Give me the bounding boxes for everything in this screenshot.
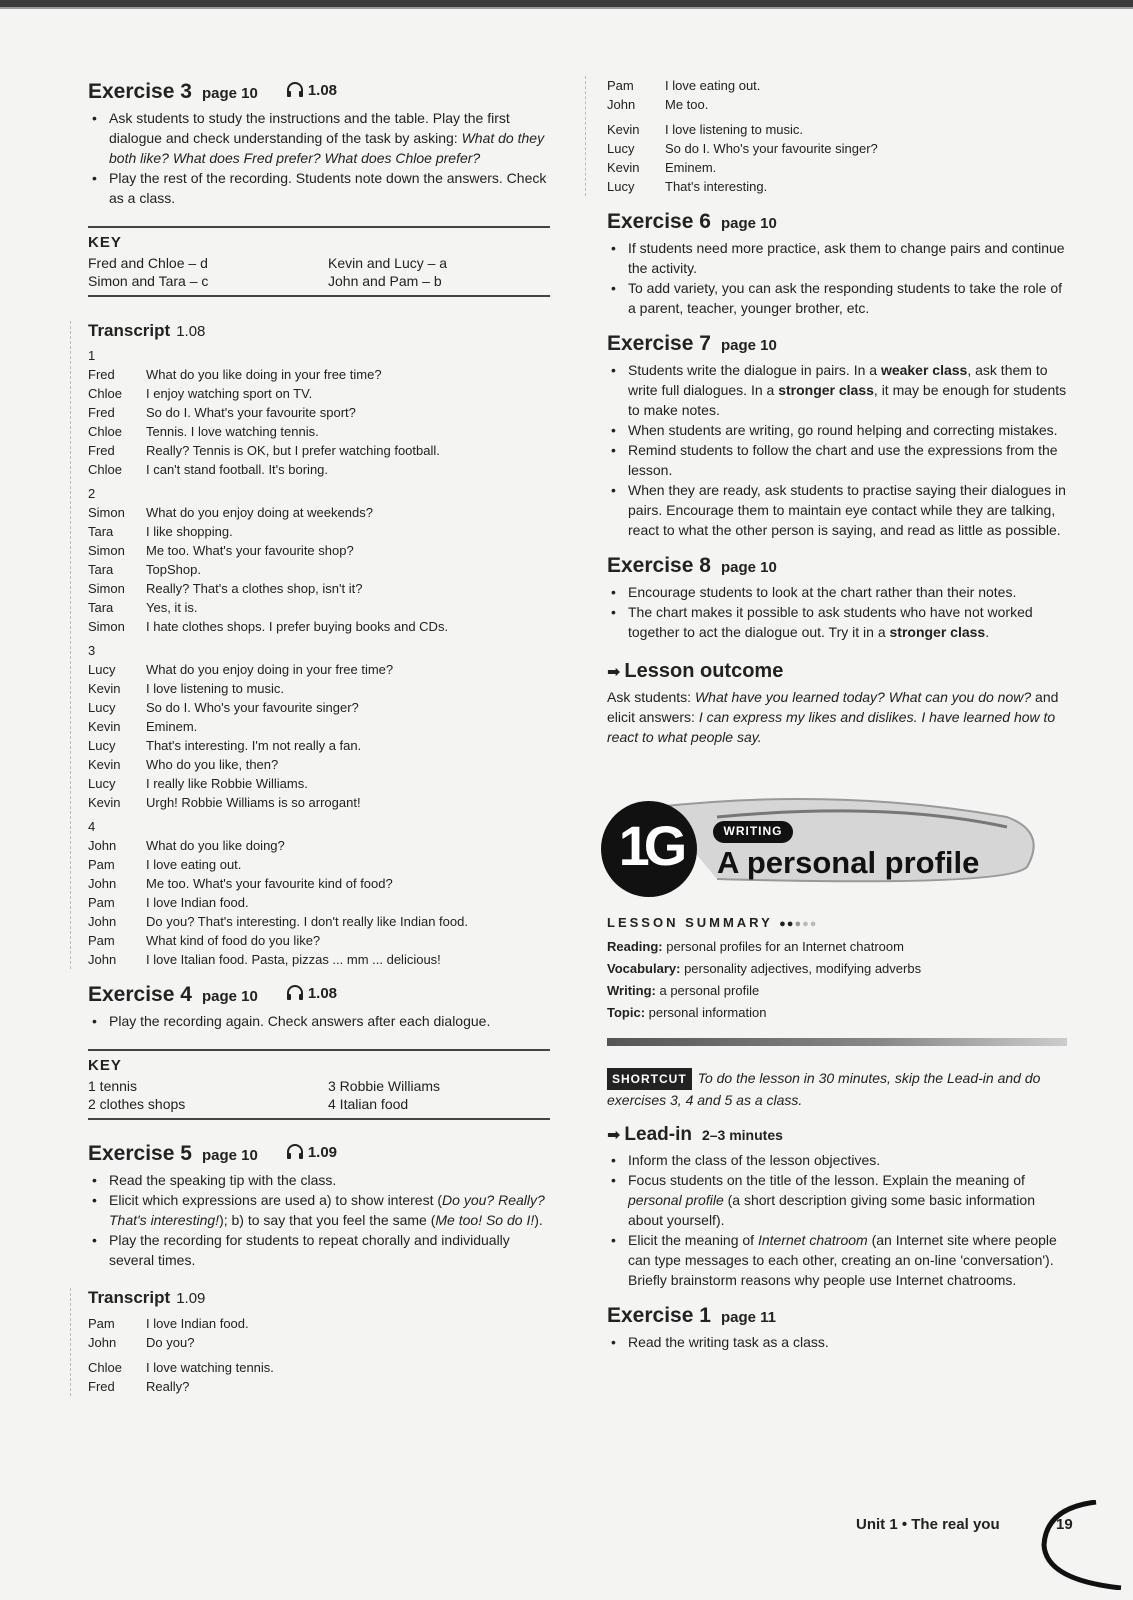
speaker: Kevin: [88, 757, 121, 772]
line-text: Tennis. I love watching tennis.: [146, 424, 319, 439]
dialogue-line: [88, 836, 550, 855]
transcript-continued: [585, 76, 1067, 196]
line-text: What do you enjoy doing at weekends?: [146, 505, 373, 520]
dialogue-line: [88, 460, 550, 479]
leadin-title: Lead-in: [624, 1124, 692, 1145]
headphones-icon: [286, 985, 304, 1001]
key-item: 4 Italian food: [328, 1096, 409, 1112]
summary-line: Vocabulary: personality adjectives, modifying adverbs: [607, 961, 922, 976]
dialogue-number: 1: [88, 348, 96, 363]
dialogue-line: [88, 931, 550, 950]
dialogue-line: [88, 874, 550, 893]
speaker: Simon: [88, 505, 125, 520]
dialogue-line: [88, 755, 550, 774]
exercise-1: [607, 1304, 1067, 1352]
arrow-right-icon: ➡: [607, 664, 621, 681]
speaker: Tara: [88, 562, 114, 577]
exercise-title: Exercise 4: [88, 983, 192, 1006]
dialogue-line: [88, 717, 550, 736]
key-heading: KEY: [88, 1057, 122, 1074]
dialogue-line: [88, 503, 550, 522]
dialogue-line: Pam I love Indian food.: [88, 1316, 249, 1331]
dialogue-line: John Me too.: [607, 97, 709, 112]
line-text: So do I. Who's your favourite singer?: [146, 700, 359, 715]
speaker: Chloe: [88, 424, 122, 439]
bullet-item: • Elicit the meaning of Internet chatroom (an Internet site where people can type messages to each other, creating an on-line 'conversation'). Briefly brainstorm reasons why people use Internet chatrooms.: [607, 1230, 1067, 1290]
transcript-1-09: [70, 1288, 550, 1396]
speaker: Chloe: [88, 386, 122, 401]
line-text: What do you like doing?: [146, 838, 285, 853]
bullet-item: • Play the recording for students to repeat chorally and individually several times.: [88, 1230, 550, 1270]
line-text: Me too. What's your favourite shop?: [146, 543, 354, 558]
speaker: John: [88, 952, 117, 967]
line-text: Do you? That's interesting. I don't really like Indian food.: [146, 914, 468, 929]
dialogue-line: [88, 950, 550, 969]
shortcut-tag: SHORTCUT: [607, 1068, 692, 1090]
dialogue-line: [88, 522, 550, 541]
dialogue-line: [88, 774, 550, 793]
line-text: Yes, it is.: [146, 600, 198, 615]
transcript-title: Transcript: [88, 1288, 171, 1307]
key-item: Simon and Tara – c: [88, 273, 209, 289]
exercise-8: [607, 554, 1067, 642]
speaker: Pam: [88, 895, 115, 910]
key-item: 2 clothes shops: [88, 1096, 186, 1112]
left-column: [88, 80, 550, 1396]
dialogue-line: [88, 422, 550, 441]
bullet-item: • Ask students to study the instructions and the table. Play the first dialogue and check understanding of the task by asking: What do they both like? What does Fred prefer? What does Chloe prefer?: [88, 108, 550, 168]
speaker: Lucy: [88, 662, 116, 677]
dialogue-line: Fred Really?: [88, 1379, 190, 1394]
exercise-7: [607, 332, 1067, 540]
line-text: I really like Robbie Williams.: [146, 776, 308, 791]
exercise-title: Exercise 3: [88, 80, 192, 103]
transcript-number: 1.08: [176, 323, 206, 340]
line-text: So do I. What's your favourite sport?: [146, 405, 356, 420]
lesson-banner: [587, 787, 1067, 907]
page-ref: page 10: [720, 215, 777, 232]
lead-in: [607, 1124, 1067, 1290]
dialogue-line: [88, 560, 550, 579]
dialogue-line: Lucy So do I. Who's your favourite singer?: [607, 141, 878, 156]
dialogue-line: [88, 679, 550, 698]
speaker: Simon: [88, 619, 125, 634]
line-text: What kind of food do you like?: [146, 933, 321, 948]
level-dots: ●●●●●: [779, 918, 818, 930]
bullet-item: • Students write the dialogue in pairs. In a weaker class, ask them to write full dialogues. In a stronger class, it may be enough for students to make notes.: [607, 360, 1067, 420]
dialogue-line: [88, 893, 550, 912]
dialogue-line: [88, 855, 550, 874]
lesson-outcome: ➡ Lesson outcome Ask students: What have you learned today? What can you do now? and elicit answers: I can express my likes and dislikes. I have learned how to react to what people say.: [607, 660, 1059, 745]
line-text: I love Italian food. Pasta, pizzas ... mm ... delicious!: [146, 952, 441, 967]
exercise-6: [607, 210, 1067, 318]
key-item: John and Pam – b: [328, 273, 442, 289]
summary-heading: LESSON SUMMARY: [607, 915, 773, 930]
speaker: Simon: [88, 581, 125, 596]
speaker: John: [88, 838, 117, 853]
speaker: Pam: [88, 857, 115, 872]
audio-track: 1.08: [307, 81, 338, 99]
line-text: That's interesting. I'm not really a fan.: [146, 738, 362, 753]
line-text: Eminem.: [146, 719, 198, 734]
exercise-4: [88, 983, 550, 1031]
page-ref: page 10: [201, 1147, 258, 1164]
transcript-1-08: [70, 321, 550, 969]
bullet-item: • Play the rest of the recording. Students note down the answers. Check as a class.: [88, 168, 550, 208]
headphones-icon: [286, 1144, 304, 1160]
speaker: Chloe: [88, 462, 122, 477]
bullet-item: • Inform the class of the lesson objectives.: [607, 1150, 1067, 1170]
bullet-item: • Remind students to follow the chart and use the expressions from the lesson.: [607, 440, 1067, 480]
exercise-5: [88, 1142, 550, 1270]
summary-line: Topic: personal information: [607, 1005, 767, 1020]
exercise-title: Exercise 6: [607, 210, 711, 233]
headphones-icon: [286, 82, 304, 98]
speaker: Pam: [88, 933, 115, 948]
dialogue-number: 4: [88, 819, 96, 834]
speaker: Kevin: [88, 681, 121, 696]
page-ref: page 11: [720, 1309, 776, 1326]
line-text: I enjoy watching sport on TV.: [146, 386, 313, 401]
dialogue-line: Pam I love eating out.: [607, 78, 761, 93]
dialogue-line: [88, 698, 550, 717]
dialogue-line: [88, 384, 550, 403]
speaker: Simon: [88, 543, 125, 558]
transcript-number: 1.09: [176, 1290, 206, 1307]
line-text: TopShop.: [146, 562, 201, 577]
dialogue-line: John Do you?: [88, 1335, 195, 1350]
exercise-bullets: [88, 108, 550, 208]
line-text: I can't stand football. It's boring.: [146, 462, 329, 477]
bullet-item: • Elicit which expressions are used a) to show interest (Do you? Really? That's interesting!); b) to say that you feel the same (Me too! So do I!).: [88, 1190, 550, 1230]
dialogue-line: [88, 441, 550, 460]
lesson-title: A personal profile: [717, 845, 980, 880]
shortcut-note: SHORTCUT To do the lesson in 30 minutes, skip the Lead-in and do exercises 3, 4 and 5 as a class.: [607, 1070, 1041, 1108]
speaker: John: [88, 876, 117, 891]
top-rule: [0, 0, 1133, 7]
dialogue-line: Kevin Eminem.: [607, 160, 717, 175]
exercise-title: Exercise 8: [607, 554, 711, 577]
speaker: Lucy: [88, 738, 116, 753]
bullet-item: • Focus students on the title of the lesson. Explain the meaning of personal profile (a short description giving some basic information about yourself).: [607, 1170, 1067, 1230]
line-text: What do you enjoy doing in your free time?: [146, 662, 394, 677]
line-text: Really? That's a clothes shop, isn't it?: [146, 581, 363, 596]
dialogue-line: Lucy That's interesting.: [607, 179, 768, 194]
key-item: Kevin and Lucy – a: [328, 255, 448, 271]
audio-track: 1.08: [307, 984, 338, 1002]
dialogue-line: Kevin I love listening to music.: [607, 122, 804, 137]
dialogue-line: [88, 365, 550, 384]
leadin-time: 2–3 minutes: [701, 1127, 783, 1143]
answer-key: [88, 226, 550, 297]
summary-line: Writing: a personal profile: [607, 983, 760, 998]
bullet-item: • Play the recording again. Check answers after each dialogue.: [88, 1011, 550, 1031]
bullet-item: • The chart makes it possible to ask students who have not worked together to act the dialogue out. Try it in a stronger class.: [607, 602, 1067, 642]
bullet-item: • If students need more practice, ask them to change pairs and continue the activity.: [607, 238, 1067, 278]
line-text: I love eating out.: [146, 857, 242, 872]
bullet-item: • Encourage students to look at the chart rather than their notes.: [607, 582, 1067, 602]
page-tab-graphic: [856, 1500, 1126, 1590]
dialogue-line: [88, 579, 550, 598]
dialogue-line: [88, 541, 550, 560]
line-text: I love Indian food.: [146, 895, 249, 910]
speaker: Fred: [88, 367, 115, 382]
dialogue-line: [88, 793, 550, 812]
line-text: Urgh! Robbie Williams is so arrogant!: [146, 795, 361, 810]
line-text: I hate clothes shops. I prefer buying books and CDs.: [146, 619, 449, 634]
exercise-3: [88, 80, 550, 208]
line-text: What do you like doing in your free time?: [146, 367, 382, 382]
page-ref: page 10: [720, 559, 777, 576]
speaker: Fred: [88, 405, 115, 420]
page-footer: [856, 1500, 1126, 1590]
dialogue-line: [88, 403, 550, 422]
bullet-item: • To add variety, you can ask the responding students to take the role of a parent, teacher, younger brother, etc.: [607, 278, 1067, 318]
dialogue-line: [88, 617, 550, 636]
bullet-item: • Read the speaking tip with the class.: [88, 1170, 550, 1190]
arrow-right-icon: ➡: [607, 1127, 621, 1144]
speaker: John: [88, 914, 117, 929]
key-item: Fred and Chloe – d: [88, 255, 208, 271]
speaker: Fred: [88, 443, 115, 458]
outcome-title: Lesson outcome: [624, 660, 784, 682]
speaker: Tara: [88, 524, 114, 539]
page-ref: page 10: [720, 337, 777, 354]
transcript-title: Transcript: [88, 321, 171, 340]
divider: [607, 1038, 1067, 1046]
page-ref: page 10: [201, 85, 258, 102]
speaker: Lucy: [88, 700, 116, 715]
lesson-code: 1G: [618, 814, 682, 877]
key-item: 1 tennis: [88, 1078, 138, 1094]
bullet-item: • When they are ready, ask students to practise saying their dialogues in pairs. Encourage them to maintain eye contact while they are talking, react to what the other person is saying, and read as little as possible.: [607, 480, 1067, 540]
dialogue-number: 3: [88, 643, 96, 658]
dialogue-line: [88, 598, 550, 617]
page-number: 19: [1056, 1516, 1073, 1533]
lesson-summary: [607, 915, 1067, 1024]
section-tag: WRITING: [723, 824, 783, 838]
right-column: [607, 76, 1067, 1352]
audio-track: 1.09: [307, 1143, 338, 1161]
unit-label: Unit 1 • The real you: [856, 1516, 1000, 1533]
dialogue-line: [88, 912, 550, 931]
key-item: 3 Robbie Williams: [328, 1078, 441, 1094]
speaker: Tara: [88, 600, 114, 615]
speaker: Lucy: [88, 776, 116, 791]
bullet-item: • When students are writing, go round helping and correcting mistakes.: [607, 420, 1067, 440]
answer-key: [88, 1049, 550, 1120]
exercise-title: Exercise 7: [607, 332, 711, 355]
transcript-dialogues: [88, 347, 550, 969]
line-text: Me too. What's your favourite kind of food?: [146, 876, 393, 891]
line-text: Really? Tennis is OK, but I prefer watching football.: [146, 443, 440, 458]
speaker: Kevin: [88, 795, 121, 810]
exercise-title: Exercise 1: [607, 1304, 711, 1327]
key-heading: KEY: [88, 234, 122, 251]
dialogue-number: 2: [88, 486, 96, 501]
bullet-item: • Read the writing task as a class.: [607, 1332, 1067, 1352]
dialogue-line: Chloe I love watching tennis.: [88, 1360, 274, 1375]
speaker: Kevin: [88, 719, 121, 734]
line-text: I love listening to music.: [146, 681, 285, 696]
dialogue-line: [88, 736, 550, 755]
line-text: I like shopping.: [146, 524, 233, 539]
page-ref: page 10: [201, 988, 258, 1005]
dialogue-line: [88, 660, 550, 679]
line-text: Who do you like, then?: [146, 757, 279, 772]
summary-line: Reading: personal profiles for an Internet chatroom: [607, 939, 904, 954]
exercise-title: Exercise 5: [88, 1142, 192, 1165]
